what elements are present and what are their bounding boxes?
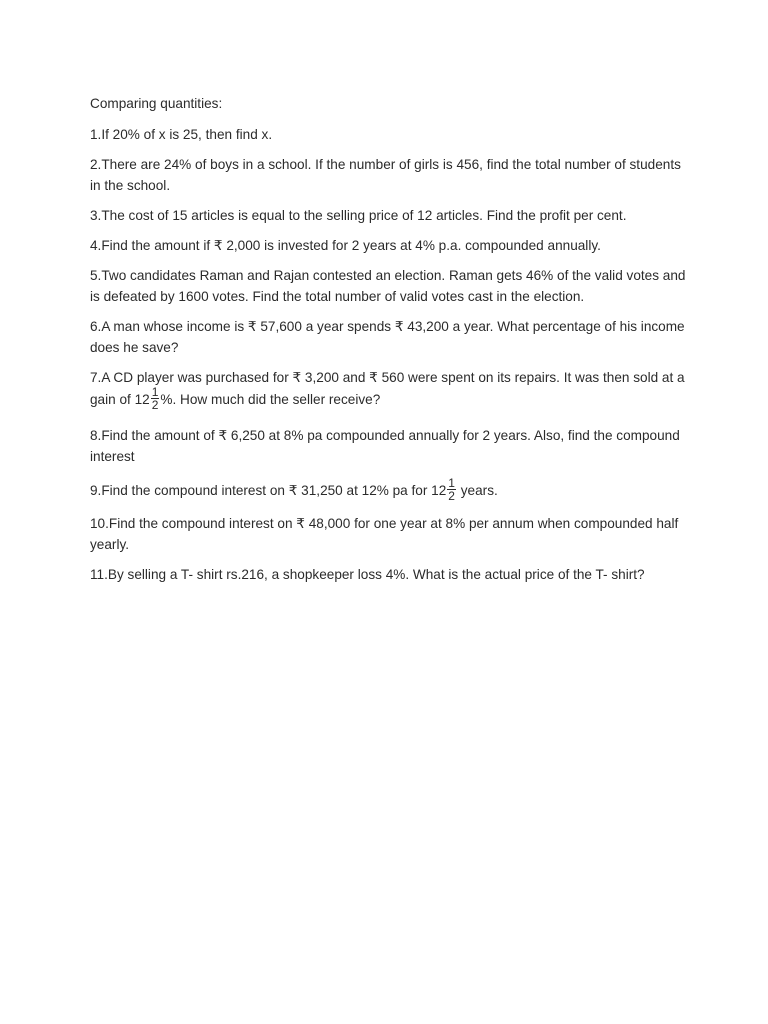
fraction-denominator: 2 <box>448 489 455 503</box>
fraction-denominator: 2 <box>151 398 159 412</box>
question-7 <box>90 367 690 413</box>
question-9-text-before: 9.Find the compound interest on ₹ 31,250 at 12% pa for 12 <box>90 483 447 499</box>
fraction-one-half <box>151 386 160 411</box>
question-3: 3.The cost of 15 articles is equal to the selling price of 12 articles. Find the profit per cent. <box>90 208 627 223</box>
question-5: 5.Two candidates Raman and Rajan contested an election. Raman gets 46% of the valid votes and is defeated by 1600 votes. Find the total number of valid votes cast in the election. <box>90 268 686 304</box>
question-2: 2.There are 24% of boys in a school. If the number of girls is 456, find the total number of students in the school. <box>90 157 681 193</box>
question-7-text-before: 7.A CD player was purchased for ₹ 3,200 and ₹ 560 were spent on its repairs. It was then sold at a gain of 12 <box>90 370 685 408</box>
worksheet <box>90 93 690 594</box>
question-7-text-after: %. How much did the seller receive? <box>160 392 381 408</box>
question-9 <box>90 476 690 504</box>
question-6: 6.A man whose income is ₹ 57,600 a year spends ₹ 43,200 a year. What percentage of his income does he save? <box>90 319 685 355</box>
fraction-numerator: 1 <box>448 476 455 490</box>
question-9-text-after: years. <box>456 483 498 499</box>
question-10: 10.Find the compound interest on ₹ 48,000 for one year at 8% per annum when compounded half yearly. <box>90 516 679 552</box>
fraction-numerator: 1 <box>151 385 159 399</box>
worksheet-heading: Comparing quantities: <box>90 96 223 111</box>
question-11: 11.By selling a T- shirt rs.216, a shopkeeper loss 4%. What is the actual price of the T- shirt? <box>90 567 645 582</box>
fraction-one-half <box>447 477 456 502</box>
question-1: 1.If 20% of x is 25, then find x. <box>90 127 273 142</box>
question-8: 8.Find the amount of ₹ 6,250 at 8% pa compounded annually for 2 years. Also, find the compound interest <box>90 428 680 464</box>
question-4: 4.Find the amount if ₹ 2,000 is invested for 2 years at 4% p.a. compounded annually. <box>90 238 601 253</box>
